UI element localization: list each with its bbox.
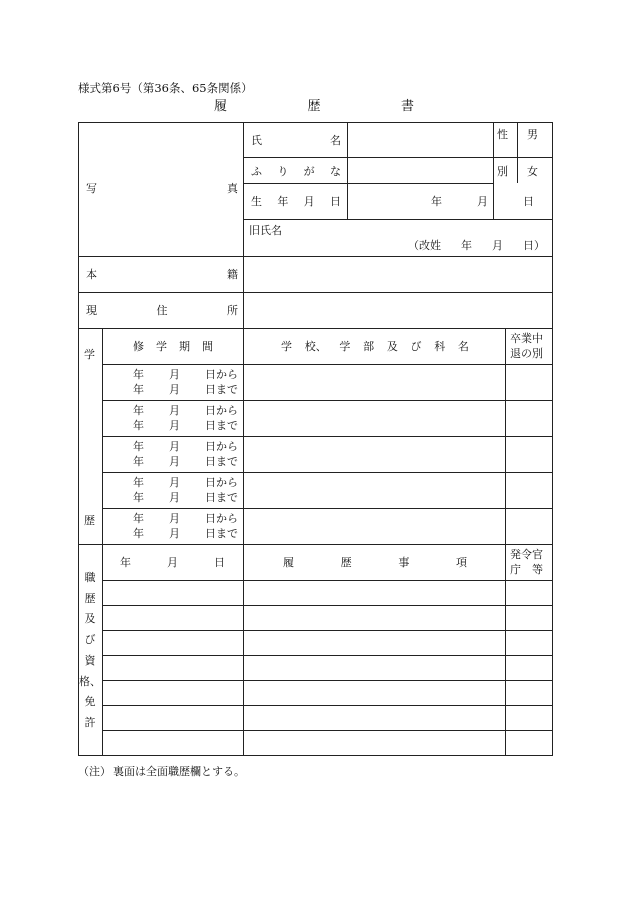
career-item-field[interactable]	[245, 607, 503, 629]
title-char: 書	[400, 99, 414, 114]
study-period-from[interactable]: 年 月 日から	[133, 476, 238, 489]
graduation-status-field[interactable]	[507, 510, 550, 543]
note-label: （注）	[78, 765, 111, 778]
career-date-header: 年 月 日	[120, 556, 225, 569]
issuing-office-field[interactable]	[507, 707, 550, 729]
graduation-status-field[interactable]	[507, 474, 550, 507]
issuing-office-field[interactable]	[507, 607, 550, 629]
name-change-date[interactable]: （改姓 年 月 日）	[408, 239, 545, 252]
school-name-field[interactable]	[245, 366, 503, 399]
career-date-field[interactable]	[104, 707, 241, 729]
sex-option-female[interactable]: 女	[527, 165, 538, 178]
career-date-field[interactable]	[104, 657, 241, 679]
career-item-field[interactable]	[245, 682, 503, 704]
issuing-office-header-line1: 発令官	[510, 548, 543, 561]
school-name-field[interactable]	[245, 510, 503, 543]
career-date-field[interactable]	[104, 582, 241, 604]
study-period-to[interactable]: 年 月 日まで	[133, 419, 238, 432]
sex-label-top: 性	[497, 128, 508, 141]
career-item-field[interactable]	[245, 657, 503, 679]
career-date-field[interactable]	[104, 607, 241, 629]
study-period-to[interactable]: 年 月 日まで	[133, 527, 238, 540]
career-side-label: 職 歴 及 び 資 格、 免 許	[79, 571, 101, 729]
career-date-field[interactable]	[104, 632, 241, 654]
birthdate-label: 生 年 月 日	[251, 195, 341, 208]
furigana-label: ふ り が な	[251, 165, 341, 178]
issuing-office-field[interactable]	[507, 657, 550, 679]
education-side-label-bottom: 歴	[84, 514, 95, 527]
career-item-field[interactable]	[245, 707, 503, 729]
graduation-status-header-line2: 退の別	[510, 347, 543, 360]
education-side-label-top: 学	[84, 348, 95, 361]
former-name-label: 旧氏名	[249, 224, 282, 237]
career-item-field[interactable]	[245, 732, 503, 754]
career-item-header: 履 歴 事 項	[283, 556, 467, 569]
graduation-status-field[interactable]	[507, 366, 550, 399]
title-char: 歴	[307, 99, 321, 114]
domicile-field[interactable]	[245, 258, 550, 291]
issuing-office-field[interactable]	[507, 682, 550, 704]
study-period-from[interactable]: 年 月 日から	[133, 404, 238, 417]
career-date-field[interactable]	[104, 732, 241, 754]
photo-char: 真	[227, 182, 238, 195]
document-title	[214, 100, 414, 113]
study-period-to[interactable]: 年 月 日まで	[133, 491, 238, 504]
photo-area[interactable]	[86, 183, 238, 194]
school-header: 学 校、 学 部 及 び 科 名	[281, 340, 469, 353]
name-field[interactable]	[349, 124, 491, 156]
career-item-field[interactable]	[245, 632, 503, 654]
address-label: 現 住 所	[86, 304, 238, 317]
graduation-status-field[interactable]	[507, 438, 550, 471]
study-period-to[interactable]: 年 月 日まで	[133, 455, 238, 468]
photo-char: 写	[86, 182, 97, 195]
domicile-label: 本 籍	[86, 268, 238, 281]
school-name-field[interactable]	[245, 474, 503, 507]
study-period-from[interactable]: 年 月 日から	[133, 368, 238, 381]
career-item-field[interactable]	[245, 582, 503, 604]
furigana-field[interactable]	[349, 159, 491, 182]
graduation-status-header-line1: 卒業中	[510, 332, 543, 345]
form-number: 様式第6号（第36条、65条関係）	[78, 81, 253, 95]
note-text: 裏面は全面職歴欄とする。	[113, 765, 245, 778]
issuing-office-field[interactable]	[507, 732, 550, 754]
issuing-office-field[interactable]	[507, 632, 550, 654]
graduation-status-field[interactable]	[507, 402, 550, 435]
study-period-from[interactable]: 年 月 日から	[133, 512, 238, 525]
birthdate-field[interactable]: 年 月 日	[431, 195, 534, 208]
sex-option-male[interactable]: 男	[527, 128, 538, 141]
address-field[interactable]	[245, 294, 550, 327]
study-period-header: 修 学 期 間	[133, 340, 213, 353]
career-date-field[interactable]	[104, 682, 241, 704]
title-char: 履	[214, 99, 228, 114]
issuing-office-field[interactable]	[507, 582, 550, 604]
name-label: 氏 名	[251, 134, 341, 147]
study-period-from[interactable]: 年 月 日から	[133, 440, 238, 453]
school-name-field[interactable]	[245, 402, 503, 435]
study-period-to[interactable]: 年 月 日まで	[133, 383, 238, 396]
issuing-office-header-line2: 庁 等	[510, 563, 543, 576]
sex-label-bottom: 別	[497, 165, 508, 178]
school-name-field[interactable]	[245, 438, 503, 471]
